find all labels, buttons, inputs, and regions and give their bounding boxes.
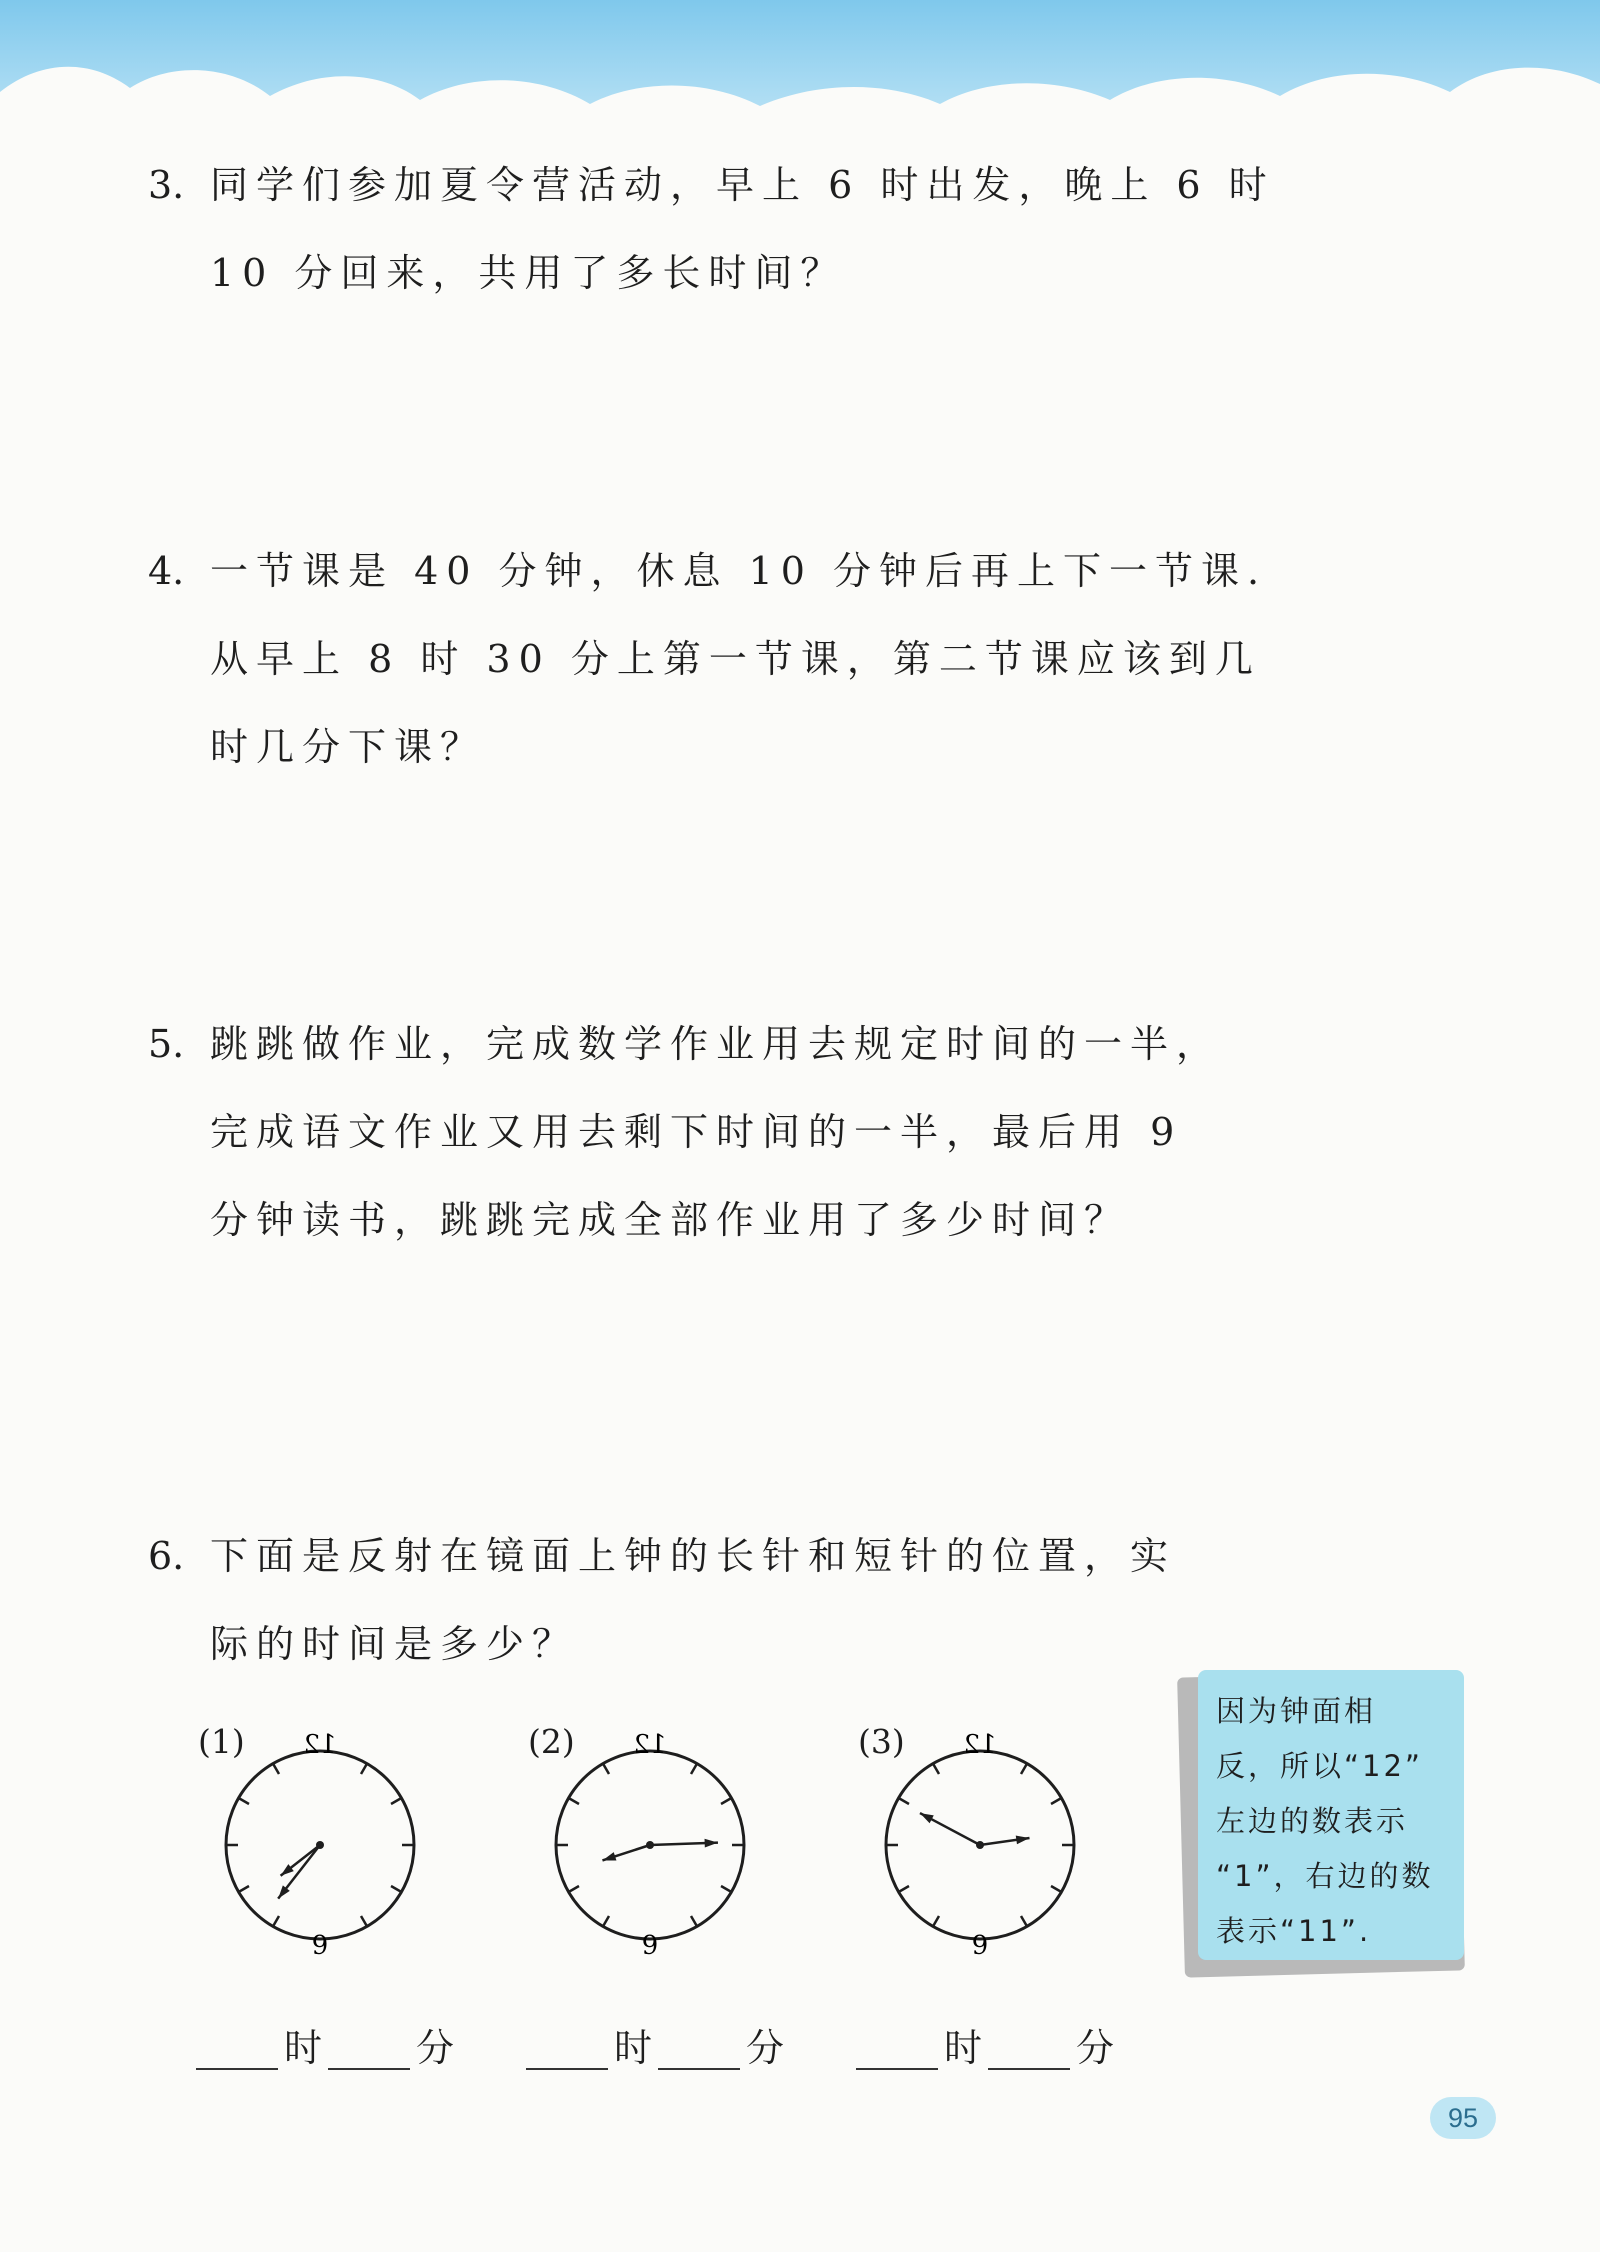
problem-4-line-3: 时几分下课？ — [210, 725, 487, 769]
hour-tick — [899, 1886, 909, 1892]
hour-tick — [361, 1916, 367, 1926]
problem-3 — [148, 141, 1275, 317]
numeral-6: 6 — [641, 1928, 659, 1958]
tip-line-3: 左边的数表示 — [1216, 1804, 1409, 1838]
problem-4-line-1 — [148, 527, 1268, 615]
hour-blank-3[interactable] — [856, 2024, 938, 2070]
problem-5-line-2: 完成语文作业又用去剩下时间的一半，最后用 9 — [210, 1110, 1183, 1154]
hour-tick — [239, 1798, 249, 1804]
hour-tick — [933, 1764, 939, 1774]
problem-3-line-1 — [148, 141, 1275, 229]
numeral-6: 6 — [971, 1928, 989, 1958]
problem-4-number: 4. — [148, 549, 185, 593]
tip-line-2: 反，所以“12” — [1216, 1749, 1423, 1783]
numeral-12: 12 — [963, 1730, 997, 1760]
hour-tick — [899, 1798, 909, 1804]
numeral-12: 12 — [303, 1730, 337, 1760]
hour-tick — [391, 1886, 401, 1892]
problem-5-line-1 — [148, 1000, 1223, 1088]
problem-6-line-1 — [148, 1512, 1177, 1600]
mirror-clock-3 — [850, 1712, 1090, 1982]
page-number: 95 — [1430, 2097, 1496, 2139]
tip-text — [1216, 1684, 1452, 1959]
hour-tick — [691, 1916, 697, 1926]
tip-note — [1198, 1670, 1464, 1960]
minute-unit-1: 分 — [416, 2026, 455, 2070]
hour-unit-2: 时 — [614, 2026, 653, 2070]
minute-blank-2[interactable] — [658, 2024, 740, 2070]
hour-tick — [239, 1886, 249, 1892]
minute-blank-3[interactable] — [988, 2024, 1070, 2070]
minute-unit-2: 分 — [746, 2026, 785, 2070]
hour-tick — [1021, 1764, 1027, 1774]
problem-4-text-1: 一节课是 40 分钟，休息 10 分钟后再上下一节课. — [210, 549, 1268, 593]
numeral-12: 12 — [633, 1730, 667, 1760]
hour-tick — [569, 1886, 579, 1892]
answer-row-2 — [526, 2024, 826, 2084]
hour-unit-1: 时 — [284, 2026, 323, 2070]
problem-3-line-2: 10 分回来，共用了多长时间？ — [210, 251, 847, 295]
hour-tick — [691, 1764, 697, 1774]
hour-hand-tip — [1016, 1836, 1030, 1845]
hour-unit-3: 时 — [944, 2026, 983, 2070]
problem-6-number: 6. — [148, 1534, 185, 1578]
answer-row-1 — [196, 2024, 496, 2084]
problem-5-line-3: 分钟读书，跳跳完成全部作业用了多少时间？ — [210, 1198, 1131, 1242]
clock-label-3: (3) — [858, 1722, 905, 1761]
hour-tick — [361, 1764, 367, 1774]
clock-center — [976, 1841, 984, 1849]
problem-5-text-1: 跳跳做作业，完成数学作业用去规定时间的一半， — [210, 1022, 1223, 1066]
problem-5 — [148, 1000, 1223, 1264]
problem-6-line-2: 际的时间是多少？ — [210, 1622, 579, 1666]
minute-hand-tip — [920, 1813, 934, 1823]
clock-label-1: (1) — [198, 1722, 245, 1761]
clock-center — [316, 1841, 324, 1849]
hour-tick — [1051, 1798, 1061, 1804]
tip-line-5: 表示“11”. — [1216, 1914, 1372, 1948]
clock-label-2: (2) — [528, 1722, 575, 1761]
problem-3-number: 3. — [148, 163, 185, 207]
hour-blank-2[interactable] — [526, 2024, 608, 2070]
minute-blank-1[interactable] — [328, 2024, 410, 2070]
hour-hand-tip — [602, 1852, 616, 1860]
hour-tick — [273, 1916, 279, 1926]
problem-3-text-1: 同学们参加夏令营活动，早上 6 时出发，晚上 6 时 — [210, 163, 1275, 207]
tip-line-4: “1”，右边的数 — [1216, 1859, 1434, 1893]
hour-tick — [933, 1916, 939, 1926]
mirror-clock-2 — [520, 1712, 760, 1982]
problem-4-line-2: 从早上 8 时 30 分上第一节课，第二节课应该到几 — [210, 637, 1261, 681]
hour-tick — [1021, 1916, 1027, 1926]
problem-5-number: 5. — [148, 1022, 185, 1066]
numeral-6: 6 — [311, 1928, 329, 1958]
hour-tick — [391, 1798, 401, 1804]
minute-unit-3: 分 — [1076, 2026, 1115, 2070]
hour-tick — [721, 1886, 731, 1892]
clock-center — [646, 1841, 654, 1849]
hour-tick — [603, 1764, 609, 1774]
answer-row-3 — [856, 2024, 1156, 2084]
problem-6 — [148, 1512, 1177, 1688]
hour-tick — [603, 1916, 609, 1926]
hour-blank-1[interactable] — [196, 2024, 278, 2070]
hour-tick — [273, 1764, 279, 1774]
problem-6-text-1: 下面是反射在镜面上钟的长针和短针的位置，实 — [210, 1534, 1177, 1578]
problem-4 — [148, 527, 1268, 791]
hour-tick — [1051, 1886, 1061, 1892]
hour-tick — [569, 1798, 579, 1804]
minute-hand-tip — [705, 1839, 718, 1848]
tip-line-1: 因为钟面相 — [1216, 1694, 1377, 1728]
mirror-clock-1 — [190, 1712, 430, 1982]
header-sky-band — [0, 0, 1600, 150]
hour-tick — [721, 1798, 731, 1804]
